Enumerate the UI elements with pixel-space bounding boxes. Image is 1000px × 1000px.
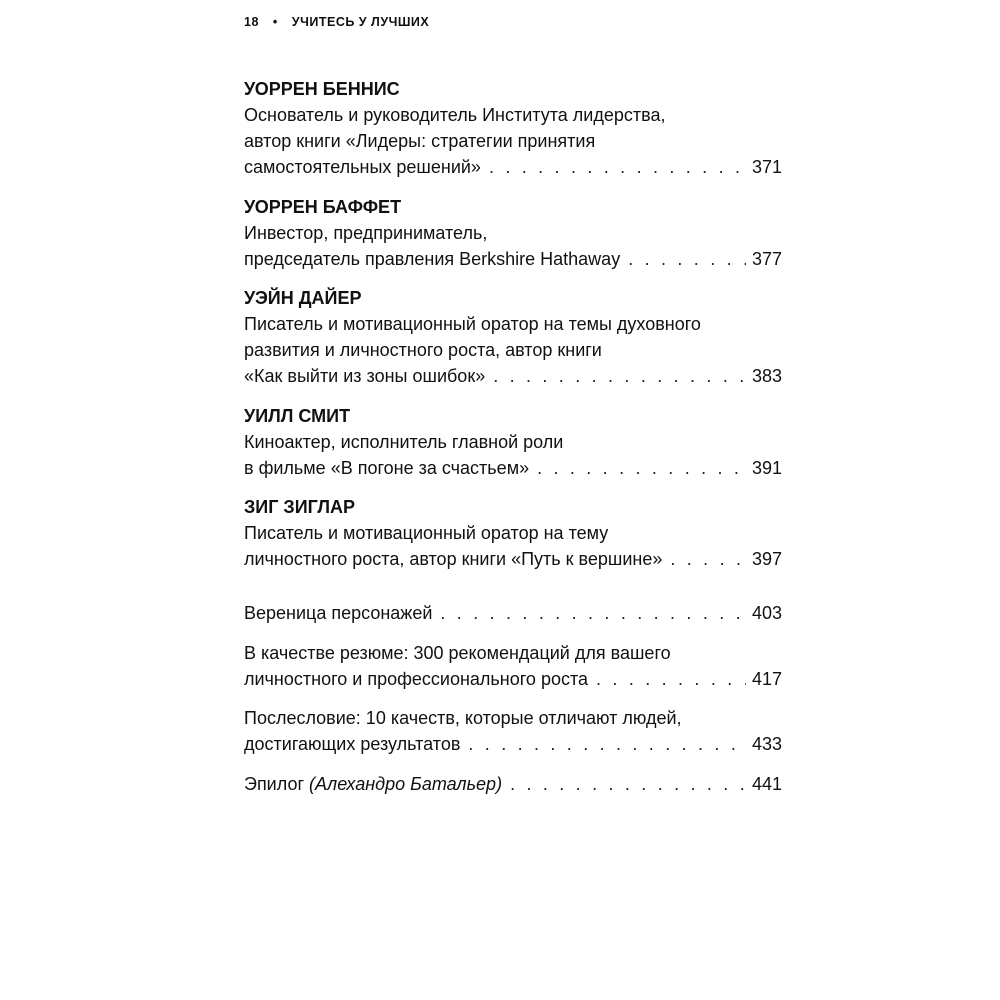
final-line [244,154,782,180]
description-line: Инвестор, предприниматель, [244,222,488,243]
dot-leader [493,363,746,389]
section-title: личностного и профессионального роста [244,668,589,689]
final-line [244,455,782,481]
toc-entry-afterword[interactable] [244,705,782,757]
dot-leader [596,666,746,692]
dot-leader [537,455,746,481]
epilogue-label: Эпилог [244,773,305,794]
person-name: ЗИГ ЗИГЛАР [244,497,356,517]
page-ref: 433 [751,734,782,754]
section-title: Послесловие: 10 качеств, которые отличают людей, [244,708,682,728]
page-ref: 441 [751,773,782,794]
description-line: Основатель и руководитель Института лидерства, [244,105,666,125]
final-line [244,731,782,757]
person-name: УЭЙН ДАЙЕР [244,288,362,308]
page-ref: 397 [751,549,782,569]
page-ref: 403 [751,603,782,623]
page-ref: 391 [751,457,782,478]
epilogue-author: (Алехандро Батальер) [309,773,503,794]
toc-entry-buffett[interactable] [244,194,782,272]
toc-entry-characters[interactable] [244,600,782,626]
running-title: УЧИТЕСЬ У ЛУЧШИХ [291,15,430,29]
description-line: самостоятельных решений» [244,157,481,177]
description-line: автор книги «Лидеры: стратегии принятия [244,131,596,151]
dot-leader [440,600,746,626]
toc-entry-bennis[interactable] [244,76,782,180]
description-line: «Как выйти из зоны ошибок» [244,366,486,386]
dot-leader [510,771,746,797]
toc-entry-ziglar[interactable] [244,494,782,572]
description-line: Писатель и мотивационный оратор на темы духовного [244,314,701,334]
page-ref: 377 [751,248,782,269]
section-title: В качестве резюме: 300 рекомендаций для вашего [244,642,671,663]
final-line [244,546,782,572]
dot-leader [489,154,746,180]
dot-leader [628,246,746,272]
description-line: Киноактер, исполнитель главной роли [244,431,564,452]
final-line [244,246,782,272]
person-name: УОРРЕН БАФФЕТ [244,196,402,217]
table-of-contents [244,76,782,810]
page-ref: 417 [751,668,782,689]
page-number: 18 [244,15,259,29]
description-line: Писатель и мотивационный оратор на тему [244,523,609,543]
description-line: председатель правления Berkshire Hathaway [244,248,621,269]
bullet-separator: • [272,15,278,29]
person-name: УИЛЛ СМИТ [244,405,351,426]
section-title: Вереница персонажей [244,603,433,623]
page-ref: 383 [751,366,782,386]
dot-leader [670,546,746,572]
page-ref: 371 [751,157,782,177]
toc-entry-smith[interactable] [244,403,782,481]
description-line: развития и личностного роста, автор книги [244,340,602,360]
description-line: личностного роста, автор книги «Путь к вершине» [244,549,663,569]
running-head [244,15,429,29]
final-line [244,771,782,797]
toc-entry-summary[interactable] [244,640,782,692]
section-title [244,771,502,797]
section-title: достигающих результатов [244,734,461,754]
toc-entry-dyer[interactable] [244,285,782,389]
final-line [244,363,782,389]
final-line [244,666,782,692]
dot-leader [468,731,746,757]
toc-entry-epilogue[interactable] [244,771,782,797]
description-line: в фильме «В погоне за счастьем» [244,457,530,478]
person-name: УОРРЕН БЕННИС [244,79,400,99]
final-line [244,600,782,626]
